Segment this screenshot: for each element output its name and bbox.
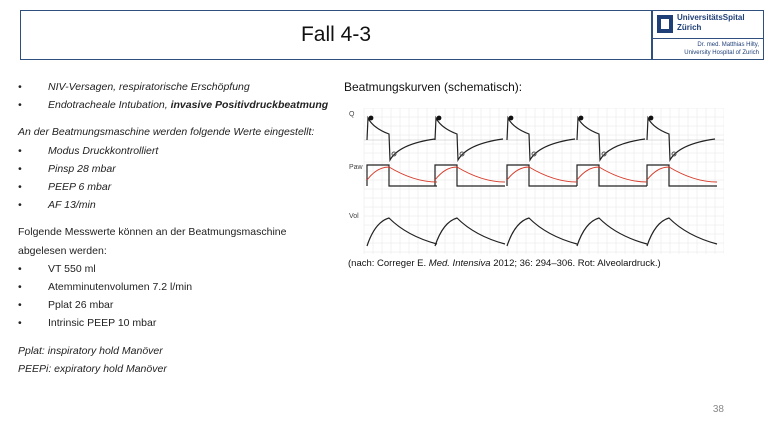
label-vol: Vol [349,213,359,220]
list-item: • Atemminutenvolumen 7.2 l/min [18,278,330,296]
flow-trace [367,118,715,160]
hospital-logo [652,10,764,60]
figure-grid [364,108,724,254]
list-item: • Pplat 26 mbar [18,296,330,314]
pressure-trace [367,165,717,186]
figure-heading: Beatmungskurven (schematisch): [344,80,523,94]
flow-marker [579,116,584,121]
measured-intro: Folgende Messwerte können an der Beatmungsmaschine abgelesen werden: [18,226,287,257]
list-item: • PEEP 6 mbar [18,178,330,196]
note-peepi: PEEPi: expiratory hold Manöver [18,362,167,375]
flow-marker [509,116,514,121]
figure-caption: (nach: Correger E. Med. Intensiva 2012; 36: 294–306. Rot: Alveolardruck.) [348,258,661,269]
flow-marker [649,116,654,121]
list-item: • Pinsp 28 mbar [18,160,330,178]
list-item: • NIV-Versagen, respiratorische Erschöpfung [18,78,330,96]
settings-intro: An der Beatmungsmaschine werden folgende Werte eingestellt: [18,126,315,139]
flow-marker [369,116,374,121]
logo-name: UniversitätsSpital Zürich [677,13,745,32]
flow-markers [369,116,676,156]
list-item: • Modus Druckkontrolliert [18,142,330,160]
list-item: • VT 550 ml [18,260,330,278]
slide-title: Fall 4-3 [300,23,372,46]
ventilation-curves [347,108,724,254]
label-flow: Q [349,111,355,118]
list-item: • Endotracheale Intubation, invasive Positivdruckbeatmung [18,96,330,114]
logo-mark-icon [657,15,673,33]
note-pplat: Pplat: inspiratory hold Manöver [18,344,163,357]
flow-marker [437,116,442,121]
label-paw: Paw [349,164,363,171]
title-bar [20,10,652,60]
logo-author: Dr. med. Matthias Hilty, University Hospital of Zurich [684,42,759,56]
list-item: • Intrinsic PEEP 10 mbar [18,314,330,332]
volume-trace [367,218,717,246]
page-number: 38 [712,404,724,415]
case-text [18,78,330,378]
list-item: • AF 13/min [18,196,330,214]
